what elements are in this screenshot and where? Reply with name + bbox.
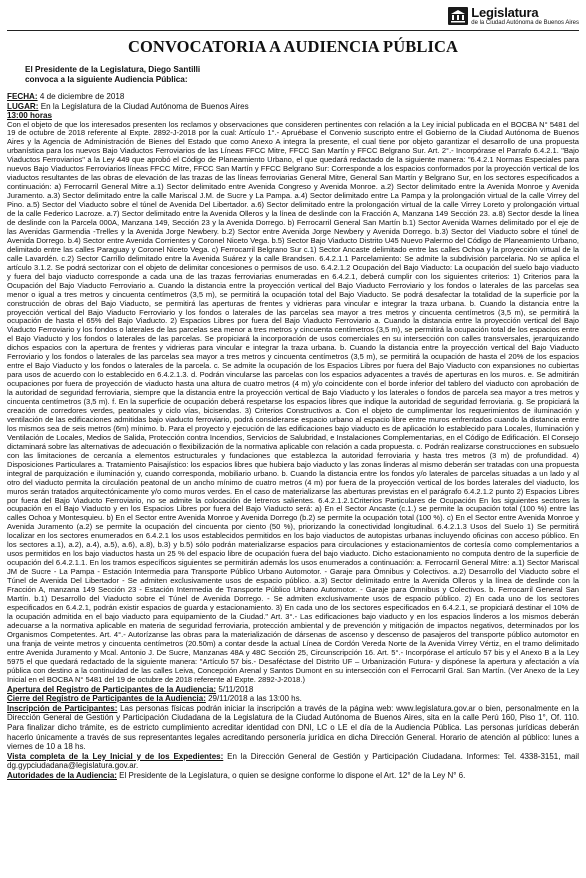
cierre-row bbox=[7, 694, 579, 704]
intro-line-2: convoca a la siguiente Audiencia Pública: bbox=[25, 75, 188, 84]
fecha-value: 4 de diciembre de 2018 bbox=[37, 92, 125, 101]
fecha-row bbox=[7, 92, 579, 102]
vista-value: En la Dirección General de Gestión y Participación Ciudadana. Informes: Tel. 4338-3151, mail dg.gypciudadana@legislatura.gov.ar. bbox=[7, 751, 579, 771]
inscripcion-label: Inscripción de Participantes: bbox=[7, 703, 118, 713]
autoridades-row bbox=[7, 771, 579, 781]
logo-subtitle: de la Ciudad Autónoma de Buenos Aires bbox=[471, 20, 579, 26]
fecha-label: FECHA: bbox=[7, 92, 38, 101]
inscripcion-value: Las personas físicas podrán iniciar la inscripción a través de la página web: www.legislatura.gov.ar o bien, personalmente en la Dirección General de Gestión y Participación Ciudadana de la Legislatura de la Ciudad Autónoma de Buenos Aires, sita en la calle Perú 160, Piso 1°, Of. 110. Para finalizar dicho trámite, es de estricto cumplimiento acreditar identidad con DNI, LC o LE el día de la Audiencia Pública. Las personas jurídicas deberán hacerlo únicamente a través de sus representantes legales acreditando personería jurídica en dicha Dirección General. Horario de atención al público: lunes a viernes de 10 a 18 hs. bbox=[7, 703, 579, 752]
lugar-row bbox=[7, 102, 579, 112]
inscripcion-row bbox=[7, 704, 579, 752]
legislatura-logo bbox=[448, 6, 579, 26]
cierre-value: 29/11/2018 a las 13:00 hs. bbox=[205, 694, 302, 704]
vista-label: Vista completa de la Ley Inicial y de los Expedientes: bbox=[7, 751, 224, 761]
intro bbox=[25, 65, 579, 85]
logo-name: Legislatura bbox=[471, 5, 539, 20]
lugar-label: LUGAR: bbox=[7, 101, 39, 111]
vista-row bbox=[7, 752, 579, 771]
autoridades-value: El Presidente de la Legislatura, o quien se designe conforme lo dispone el Art. 12° de la Ley N° 6. bbox=[116, 770, 466, 780]
autoridades-label: Autoridades de la Audiencia: bbox=[7, 770, 117, 780]
apertura-label: Apertura del Registro de Participantes de la Audiencia: bbox=[7, 684, 217, 694]
header bbox=[7, 6, 579, 28]
apertura-row bbox=[7, 685, 579, 695]
intro-line-1: El Presidente de la Legislatura, Diego Santilli bbox=[25, 65, 201, 74]
building-icon bbox=[448, 7, 468, 25]
cierre-label: Cierre del Registro de Participantes de la Audiencia: bbox=[7, 694, 206, 704]
apertura-value: 5/11/2018 bbox=[216, 684, 254, 694]
page-title: CONVOCATORIA A AUDIENCIA PÚBLICA bbox=[127, 37, 459, 56]
header-divider bbox=[7, 30, 579, 31]
hora-label: 13:00 horas bbox=[7, 111, 52, 120]
lugar-value: En la Legislatura de la Ciudad Autónoma de Buenos Aires bbox=[38, 101, 249, 111]
body-paragraph: Con el objeto de que los interesados presenten los reclamos y observaciones que consideren pertinentes con relación a la Ley inicial publicada en el BOCBA N° 5481 del 19 de octubre de 2018 referente al Expte. 2892-J-2018 por la cual: Artículo 1°.- Apruébase el Convenio suscripto entre el Gobierno de la Ciudad Autónoma de Buenos Aires y la Agencia de Administración de Bienes del Estado que como Anexo A integra la presente, el cual tiene por objeto garantizar el desarrollo de una propuesta urbanística para los nuevos Bajo Viaductos Ferroviarios de las Líneas FFCC Mitre, FFCC San Martín y FFCC Belgrano Sur. Art. 2°.- Incorpórase el Parrafo 6.4.2.1. "Bajo Viaductos Ferroviarios" a la Ley 449 que aprobó el Código de Planeamiento Urbano, el que quedará redactado de la siguiente manera: "6.4.2.1 Normas Especiales para nuevos Bajo Viaductos Ferroviarios líneas FFCC Mitre, FFCC San Martín y FFCC Belgrano Sur: Corresponde a los espacios conformados por la proyección vertical de los viaductos resultantes de las obras de elevación de las trazas de las líneas ferroviarias General Mitre, General San Martín y Belgrano Sur, en los sectores especificados a continuación: a) Ferrocarril General Mitre a.1) Sector delimitado entre Avenida Congreso y Avenida Monroe. a.2) Sector delimitado entre la Avenida Monroe y Avenida Juramento. a.3) Sector delimitado entre la calle Mariscal J.M. de Sucre y La Pampa. a.4) Sector delimitado entre La Pampa y la prolongación virtual de la calle Virrey del Pino. a.5) Sector del Viaducto sobre el túnel de Avenida Del Libertador. a.6) Sector delimitado entre la prolongación virtual de la calle Virrey Loreto y prolongación virtual de la calle Federico Lacroze. a.7) Sector delimitado entre la Avenida Olleros y la línea de deslinde con la Fracción A, Manzana 149 Sección 23. a.8) Sector desde la línea de deslinde con la Parcela 000A, Manzana 149, Sección 23 y la Avenida Dorrego. b) Ferrocarril General San Martín b.1) Sector Avenida Warnes delimitado por el eje de las Avenidas Garmendia -Trelles y la Avenida Jorge Newbery. b.2) Sector entre Avenida Jorge Newbery y Avenida Dorrego. b.3) Sector del Viaducto sobre el túnel de Avenida Dorrego. b.4) Sector entre Avenida Corrientes y Coronel Niceto Vega. b.5) Sector Bajo Viaducto Distrito U45 Nuevo Palermo del Código de Planeamiento Urbano, delimitado entre las calles Paraguay y Coronel Niceto Vega. c) Ferrocarril Belgrano Sur c.1) Sector Ancaste delimitado entre las calles Ochoa y la proyección virtual de la calle Lavardén. c.2) Sector Carrillo delimitado entre la Avenida Suárez y la calle Brandsen. 6.4.2.1.1 Parcelamiento: Se admite la subdivisión parcelaria. No se aplica el artículo 3.1.2. Se podrá sectorizar con el objeto de delimitar concesiones o permisos de uso. 6.4.2.1.2 Ocupación del Bajo Viaducto: La ocupación del suelo bajo viaducto y fuera del bajo viaducto corresponde a cada una de las trazas ferroviarias enumeradas en 6.4.2.1, deberá cumplir con los siguientes criterios: 1) Criterios para la Ocupación del Bajo Viaducto Ferroviario a. Cuando la distancia entre la proyección vertical del Bajo Viaducto Ferroviario y los fondos o laterales de las parcelas sea menor o igual a tres metros y cincuenta centímetros (3,5 m), se permitirá la ocupación total del Bajo Viaducto. Se podrá desafectar la totalidad de la superficie por la construcción de obras del Bajo Viaducto, se permitirá las aperturas de frentes y vidrieras para vincular e integrar la traza urbana. b. Cuando la distancia entre la proyección vertical del Bajo Viaducto Ferroviario y los fondos o laterales de las parcelas sea mayor a tres metros y cincuenta centímetros (3,5 m), se permitirá la ocupación de hasta el 65% del Bajo Viaducto. 2) Espacios Libres por fuera del Bajo Viaducto Ferroviario a. Cuando la distancia entre la proyección vertical del Bajo Viaducto Ferroviario y los fondos o laterales de las parcelas sea menor a tres metros y cincuenta centímetros (3,5 m), se permitirá la ocupación total de los espacios entre el Bajo Viaducto y los fondos o laterales de las parcelas. Se propiciará la incorporación de usos comerciales en su intersección con calles transversales, jerarquizando dichos espacios con la apertura de frentes y vidrieras para vincular e integrar la traza urbana. b. Cuando la distancia entre la proyección vertical del Bajo Viaducto Ferroviario y los fondos o laterales de las parcelas sea mayor a tres metros y cincuenta centímetros (3,5 m), se permitirá la ocupación de hasta el 20% de los espacios entre el Bajo Viaducto y los fondos o laterales de la parcela. c. Se admite la ocupación de los Espacios Libres por fuera del Bajo Viaducto con expansiones no cubiertas para usos de acuerdo con lo establecido en 6.4.2.1.3. d. Podrán vincularse las parcelas con los espacios adyacentes a través de aperturas en los muros. e. Se admitirán ocupaciones por fuera de proyección de viaducto hasta una altura de cuatro metros (4 m) y/o coincidente con el borde inferior del tablero del viaducto con aprobación de la autoridad de seguridad ferroviaria, siempre que la distancia entre la proyección vertical de Bajo Viaducto y los laterales o fondos de parcela sea mayor a tres metros y cincuenta centímetros (3,5 m). f. En la superficie de ocupación deberá respetarse los espacios libres que indique la autoridad de seguridad ferroviaria. g. Se propiciará la creación de corredores verdes, peatonales y ciclo vías, bicisendas. 3) Criterios Constructivos a. Con el objeto de cumplimentar los requerimientos de iluminación y ventilación de las edificaciones admitidas bajo viaducto ferroviario, podrá considerarse espacio urbano al espacio libre entre muros enfrentados cuando la distancia entre los mismos sea de seis metros (6m) mínimo. b. Para el proyecto y ejecución de las edificaciones bajo viaducto es de aplicación lo establecido para Locales, Iluminación y Ventilación de Locales, Medios de Salida, Protección contra Incendios, Servicios de Salubridad, e Instalaciones Complementarias, en el Código de Edificación. El Consejo dictaminará sobre las alternativas de adecuación o flexibilización de la normativa aplicable con relación a cada propuesta. c. Podrán realizarse construcciones en subsuelo con las limitaciones de cercanía a elementos estructurales y fundaciones que establezca la autoridad ferroviaria y hasta tres metros (3 m) de profundidad. 4) Disposiciones Particulares a. Tratamiento Paisajístico: los espacios libres que hubiera bajo viaducto y las zonas linderas al mismo deberán ser tratadas con una propuesta integral de parquización e iluminación y, cuando corresponda, mobiliario urbano. b. Cuando la distancia entre los fondos y/o laterales de parcelas situadas a un lado y al otro del viaducto permita la circulación peatonal de un ancho mínimo de cuatro metros (4 m) por fuera de la proyección vertical de los bordes laterales del viaducto, los muros serán tratados arquitectónicamente y/o como muros verdes. En el caso de materializarse las aberturas previstas en el parágrafo 6.4.2.1.2 punto 2) Espacios Libres por fuera del Bajo Viaducto Ferroviario, no se admite la colocación de letreros salientes. 6.4.2.1.2.1Criterios Particulares de Ocupación En los siguientes sectores la ocupación en el Bajo Viaducto y en los Espacios Libres por fuera del Bajo Viaducto será: a) En el Sector Ancaste (c.1.) se permite la ocupación total (100 %) entre las calles Ochoa y Montesquieu. b) En el Sector entre Avenida Monroe y Avenida Dorrego (b.2) se permite la ocupación total (100 %). c) En el Sector entre Avenida Monroe y Avenida Juramento (a.2) se permite la ocupación del cincuenta por ciento (50 %), priorizando la conectividad longitudinal. 6.4.2.1.3 Usos del Suelo 1) Se permitirá localizar en los sectores enumerados en 6.4.2.1 los usos establecidos permitidos en los bajo viaductos de autopistas urbanas incluyendo oficinas con acceso público. En los sectores a.1), a.2), a.4), a.5), a.6), a.8), b.3) y b.5) sólo podrán materializarse espacios para circulaciones y estacionamientos de cortesía como complementarios a usos permitidos en los bajo viaductos hasta un 25 % del espacio libre de ocupación fuera del bajo viaducto. Dicho estacionamiento no computa dentro de la superficie de ocupación del 6.4.2.1.1. En los tramos específicos siguientes se permitirán además los usos enumerados a continuación: a. Ferrocarril General Mitre: a.1) Sector Mariscal JM de Sucre - La Pampa - Estación Intermedia para Transporte Público Urbano Automotor. - Garaje para Ómnibus y Colectivos. a.2) Desarrollo del Viaducto sobre el Túnel de Avenida Del Libertador - Se admiten exclusivamente usos de espacio público. a.3) Sector delimitado entre la Avenida Olleros y la línea de deslinde con la Fracción A, manzana 149 Sección 23 - Estación Intermedia de Transporte Público Urbano Automotor. - Garaje para Ómnibus y Colectivos. b. Ferrocarril General San Martín. b.1) Desarrollo del Viaducto sobre el Túnel de Avenida Dorrego. - Se admiten exclusivamente usos de espacio público. 2) En cada uno de los sectores especificados en 6.4.2.1, podrán existir espacios de guarda y estacionamiento. 3) En cada uno de los sectores especificados en 6.4.2.1, se propiciará destinar el 10% de la ocupación admitida en el bajo viaducto para equipamiento de la Ciudad." Art. 3°.- Las edificaciones bajo viaducto y en los espacios linderos a los mismos deberán adecuarse a la normativa aplicable en materia de seguridad ferroviaria, protección ambiental y de prevención y mitigación de impactos negativos, determinados por los Organismos Competentes. Art. 4°.- Autorízanse las obras para la materialización de dársenas de ascenso y descenso de pasajeros del transporte público automotor en una franja de veinte metros y cincuenta centímetros (20.50m) a contar desde la actual Línea de Cordón Vereda Norte de la Avenida Virrey Vértiz, en el tramo delimitado entre Avenida Juramento y Mcal. Antonio J. De Sucre, Manzanas 48A y 48C Sección 25, Circunscripción 16. Art. 5°.- Incorpórase el artículo 57 bis y el Anexo B a la Ley 5975 el que quedará redactado de la siguiente manera: "Artículo 57 bis.- Desaféctase del Distrito UF – Urbanización Futura- y dispónese la apertura y afectación a vía pública con destino a la continuidad de las calles Leiva, Concepción Arenal y Santos Dumont en su intersección con el Ferrocarril Gral. San Martín. (Ver Anexo de la Ley Inicial en el BOCBA N° 5481 del 19 de octubre de 2018 referente al Expte. 2892-J-2018.) bbox=[7, 119, 579, 684]
